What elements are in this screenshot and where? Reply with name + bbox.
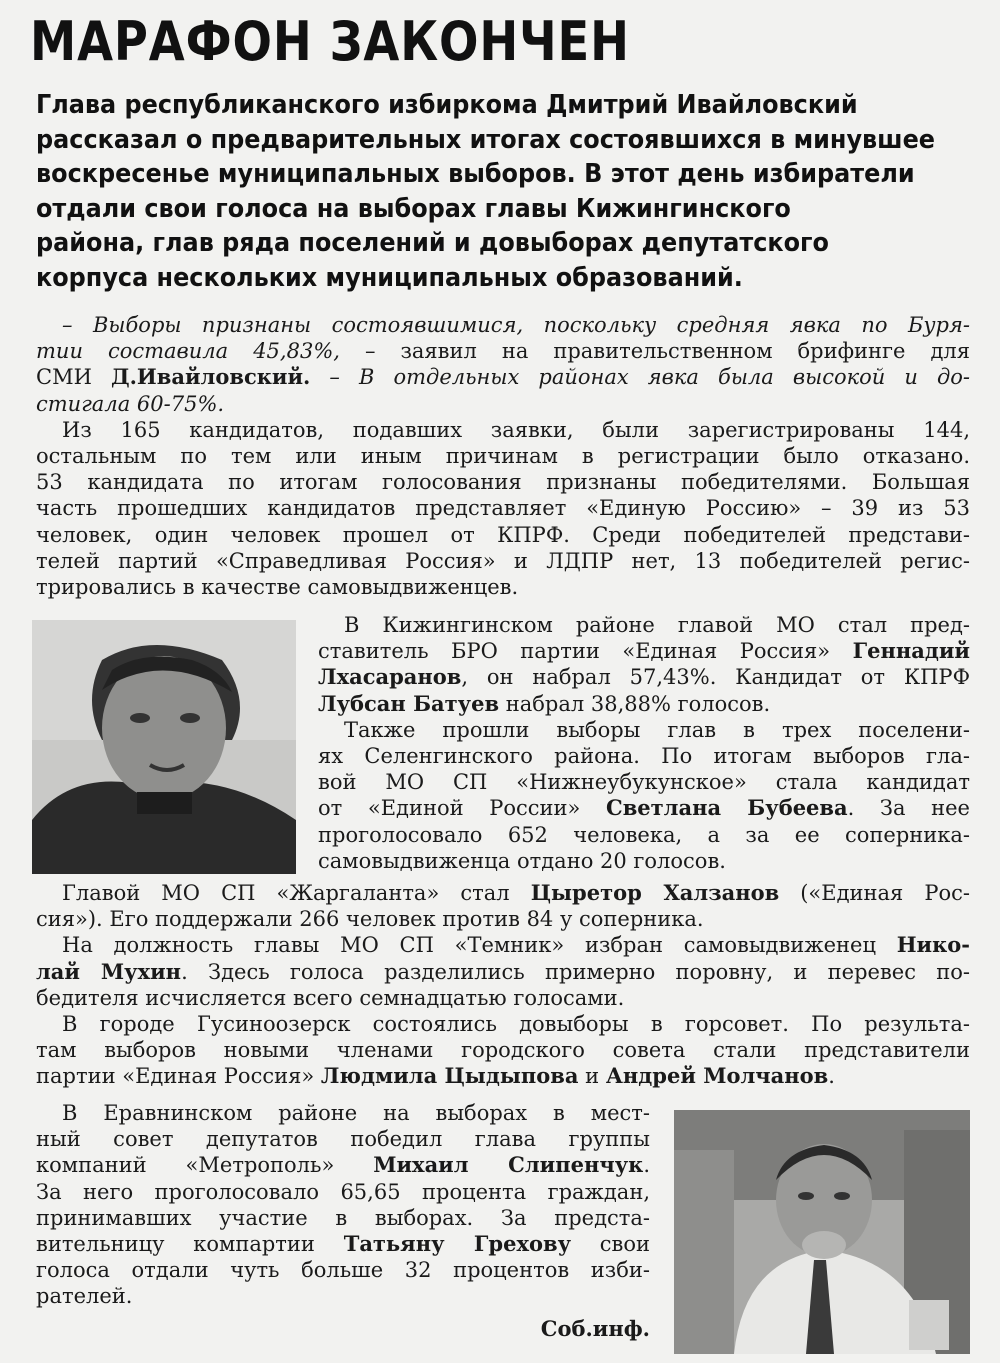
paragraph-line: партии «Единая Россия» Людмила Цыдыпова и Андрей Молчанов. bbox=[36, 1063, 835, 1089]
paragraph-line: часть прошедших кандидатов представляет «Единую Россию» – 39 из 53 bbox=[36, 496, 970, 521]
article-body-bottom-left bbox=[36, 1100, 650, 1342]
headline: МАРАФОН ЗАКОНЧЕН bbox=[30, 10, 630, 73]
paragraph-line: ставитель БРО партии «Единая Россия» Геннадий bbox=[318, 638, 970, 664]
paragraph-line: компаний «Метрополь» Михаил Слипенчук. bbox=[36, 1152, 651, 1178]
paragraph-line: В Кижингинском районе главой МО стал пред- bbox=[344, 613, 970, 637]
lead-line: рассказал о предварительных итогах состоявшихся в минувшее bbox=[36, 124, 936, 155]
paragraph-line: сия»). Его поддержали 266 человек против 84 у соперника. bbox=[36, 907, 704, 932]
paragraph-line: За него проголосовало 65,65 процента граждан, bbox=[36, 1179, 650, 1204]
lead-line: воскресенье муниципальных выборов. В этот день избиратели bbox=[36, 159, 915, 189]
paragraph-line: Лубсан Батуев набрал 38,88% голосов. bbox=[318, 690, 771, 716]
article-body-right-column bbox=[318, 612, 970, 874]
candidate-photo-woman bbox=[32, 620, 296, 874]
paragraph-line: телей партий «Справедливая Россия» и ЛДПР нет, 13 победителей регис- bbox=[36, 548, 970, 573]
candidate-photo-man bbox=[674, 1110, 970, 1354]
paragraph-line: рателей. bbox=[36, 1284, 133, 1309]
woman-portrait-image bbox=[32, 620, 296, 874]
paragraph-line: Лхасаранов, он набрал 57,43%. Кандидат от КПРФ bbox=[318, 664, 970, 690]
paragraph-line: вой МО СП «Нижнеубукунское» стала кандидат bbox=[318, 770, 970, 795]
paragraph-line: проголосовало 652 человека, а за ее соперника- bbox=[318, 822, 970, 847]
paragraph-line: бедителя исчисляется всего семнадцатью голосами. bbox=[36, 985, 625, 1010]
paragraph-line: самовыдвиженца отдано 20 голосов. bbox=[318, 848, 726, 873]
lead-line: Глава республиканского избиркома Дмитрий Ивайловский bbox=[36, 90, 858, 120]
article-body-top bbox=[36, 312, 970, 600]
quote-line: тии составила 45,83%, – заявил на правительственном брифинге для bbox=[36, 339, 970, 364]
quote-line: – Выборы признаны состоявшимися, поскольку средняя явка по Буря- bbox=[62, 313, 970, 337]
paragraph-line: человек, один человек прошел от КПРФ. Среди победителей представи- bbox=[36, 522, 970, 547]
lead-line: района, глав ряда поселений и довыборах депутатского bbox=[36, 228, 829, 258]
article-body-middle bbox=[36, 880, 970, 1090]
paragraph-line: ях Селенгинского района. По итогам выборов гла- bbox=[318, 744, 970, 769]
paragraph-line: В Еравнинском районе на выборах в мест- bbox=[62, 1101, 650, 1125]
lead-line: отдали свои голоса на выборах главы Кижингинского bbox=[36, 193, 791, 224]
paragraph-line: Главой МО СП «Жаргаланта» стал Цыретор Халзанов («Единая Рос- bbox=[62, 880, 970, 905]
lead-paragraph bbox=[36, 88, 956, 295]
paragraph-line: Также прошли выборы глав в трех поселени- bbox=[344, 717, 970, 742]
paragraph-line: остальным по тем или иным причинам в регистрации было отказано. bbox=[36, 444, 970, 469]
paragraph-line: там выборов новыми членами городского совета стали представители bbox=[36, 1038, 970, 1063]
paragraph-line: В городе Гусиноозерск состоялись довыборы в горсовет. По результа- bbox=[62, 1012, 970, 1037]
paragraph-line: На должность главы МО СП «Темник» избран самовыдвиженец Нико- bbox=[62, 932, 970, 958]
paragraph-line: от «Единой России» Светлана Бубеева. За нее bbox=[318, 795, 970, 821]
paragraph-line: лай Мухин. Здесь голоса разделились примерно поровну, и перевес по- bbox=[36, 958, 970, 984]
quote-line: стигала 60-75%. bbox=[36, 391, 225, 416]
paragraph-line: трировались в качестве самовыдвиженцев. bbox=[36, 575, 519, 600]
paragraph-line: принимавших участие в выборах. За предста- bbox=[36, 1205, 650, 1230]
lead-line: корпуса нескольких муниципальных образований. bbox=[36, 262, 743, 293]
paragraph-line: Из 165 кандидатов, подавших заявки, были зарегистрированы 144, bbox=[62, 417, 970, 442]
man-portrait-image bbox=[674, 1110, 970, 1354]
paragraph-line: голоса отдали чуть больше 32 процентов изби- bbox=[36, 1258, 650, 1283]
byline-signature: Соб.инф. bbox=[540, 1315, 650, 1341]
quote-line: СМИ Д.Ивайловский. – В отдельных районах явка была высокой и до- bbox=[36, 364, 970, 390]
paragraph-line: 53 кандидата по итогам голосования признаны победителями. Большая bbox=[36, 470, 970, 495]
paragraph-line: ный совет депутатов победил глава группы bbox=[36, 1127, 650, 1152]
paragraph-line: вительницу компартии Татьяну Грехову свои bbox=[36, 1231, 650, 1257]
